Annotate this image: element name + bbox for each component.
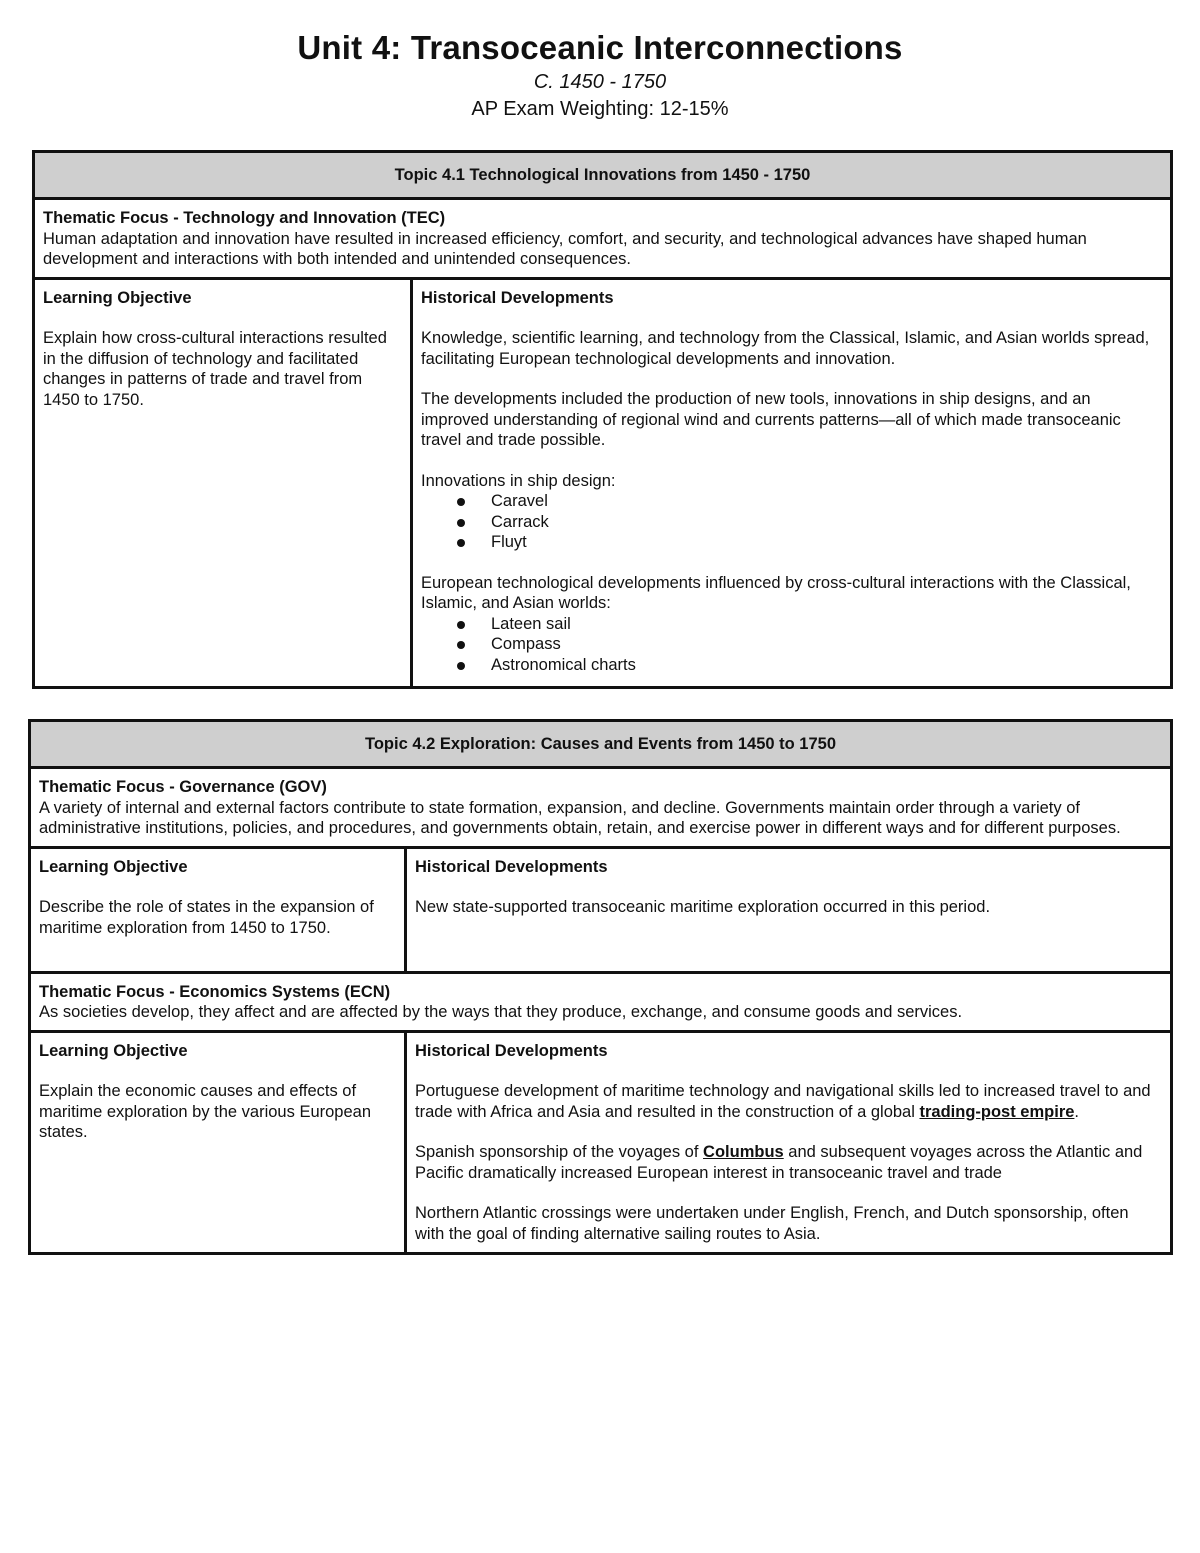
focus-title: Thematic Focus - Technology and Innovation (TEC) [43,209,446,227]
topic-4-1-table [32,150,1173,689]
hd-text: Spanish sponsorship of the voyages of [415,1143,704,1161]
list-item: Carrack [491,512,1162,533]
historical-developments-cell [412,278,1172,687]
hd-paragraph: New state-supported transoceanic maritime exploration occurred in this period. [415,898,991,916]
ship-design-list [421,491,1162,553]
hd-paragraph [415,1081,1162,1122]
unit-dates: C. 1450 - 1750 [533,71,667,93]
european-developments-list [421,614,1162,676]
thematic-focus-gov [30,768,1172,848]
historical-developments-cell [406,847,1172,972]
focus-title: Thematic Focus - Governance (GOV) [39,778,327,796]
hd-paragraph: Northern Atlantic crossings were undertaken under English, French, and Dutch sponsorship, often with the goal of finding alternative sailing routes to Asia. [415,1204,1129,1243]
topic-4-1-title: Topic 4.1 Technological Innovations from 1450 - 1750 [34,152,1172,199]
learning-objective-cell [34,278,412,687]
lo-text: Describe the role of states in the expansion of maritime exploration from 1450 to 1750. [39,898,374,937]
hd-paragraph: Innovations in ship design: [421,471,616,490]
page-header [0,0,1200,123]
hd-heading: Historical Developments [415,1041,608,1060]
trading-post-empire-link[interactable]: trading-post empire [919,1102,1075,1121]
hd-text: Portuguese development of maritime technology and navigational skills led to increased travel to and trade with Africa and Asia and resulted in the construction of a global [415,1082,1151,1121]
hd-text: . [1074,1102,1080,1121]
lo-text: Explain how cross-cultural interactions resulted in the diffusion of technology and facilitated changes in patterns of trade and travel from 1450 to 1750. [43,329,387,409]
list-item: Fluyt [491,532,1162,553]
hd-paragraph [415,1142,1162,1183]
exam-weighting: AP Exam Weighting: 12-15% [471,98,729,120]
historical-developments-cell [406,1031,1172,1254]
focus-text: As societies develop, they affect and are affected by the ways that they produce, exchange, and consume goods and services. [39,1003,963,1021]
lo-heading: Learning Objective [39,857,188,876]
lo-heading: Learning Objective [39,1041,188,1060]
columbus-link[interactable]: Columbus [703,1143,784,1161]
topic-4-2-table [28,719,1173,1255]
focus-text: A variety of internal and external factors contribute to state formation, expansion, and decline. Governments maintain order through a variety of administrative institutions, policies, and procedures, and governments obtain, retain, and exercise power in different ways and for different purposes. [39,798,1121,837]
thematic-focus-tec [34,199,1172,279]
list-item: Compass [491,634,1162,655]
hd-paragraph: The developments included the production of new tools, innovations in ship designs, and an improved understanding of regional wind and currents patterns—all of which made transoceanic travel and trade possible. [421,390,1121,449]
lo-text: Explain the economic causes and effects of maritime exploration by the various European states. [39,1082,372,1141]
list-item: Astronomical charts [491,655,1162,676]
hd-heading: Historical Developments [415,857,608,876]
lo-heading: Learning Objective [43,288,192,307]
thematic-focus-ecn [30,972,1172,1031]
focus-text: Human adaptation and innovation have resulted in increased efficiency, comfort, and security, and technological advances have shaped human development and interactions with both intended and unintended consequences. [43,229,1087,268]
focus-title: Thematic Focus - Economics Systems (ECN) [39,982,391,1001]
hd-heading: Historical Developments [421,288,614,307]
list-item: Lateen sail [491,614,1162,635]
list-item: Caravel [491,491,1162,512]
page-title: Unit 4: Transoceanic Interconnections [297,29,903,66]
hd-text: and subsequent voyages across the Atlantic and Pacific dramatically increased European interest in transoceanic travel and trade [415,1143,1143,1182]
hd-paragraph: European technological developments influenced by cross-cultural interactions with the Classical, Islamic, and Asian worlds: [421,573,1131,612]
learning-objective-cell [30,1031,406,1254]
hd-paragraph: Knowledge, scientific learning, and technology from the Classical, Islamic, and Asian worlds spread, facilitating European technological developments and innovation. [421,329,1150,368]
topic-4-2-title: Topic 4.2 Exploration: Causes and Events from 1450 to 1750 [30,721,1172,768]
learning-objective-cell [30,847,406,972]
